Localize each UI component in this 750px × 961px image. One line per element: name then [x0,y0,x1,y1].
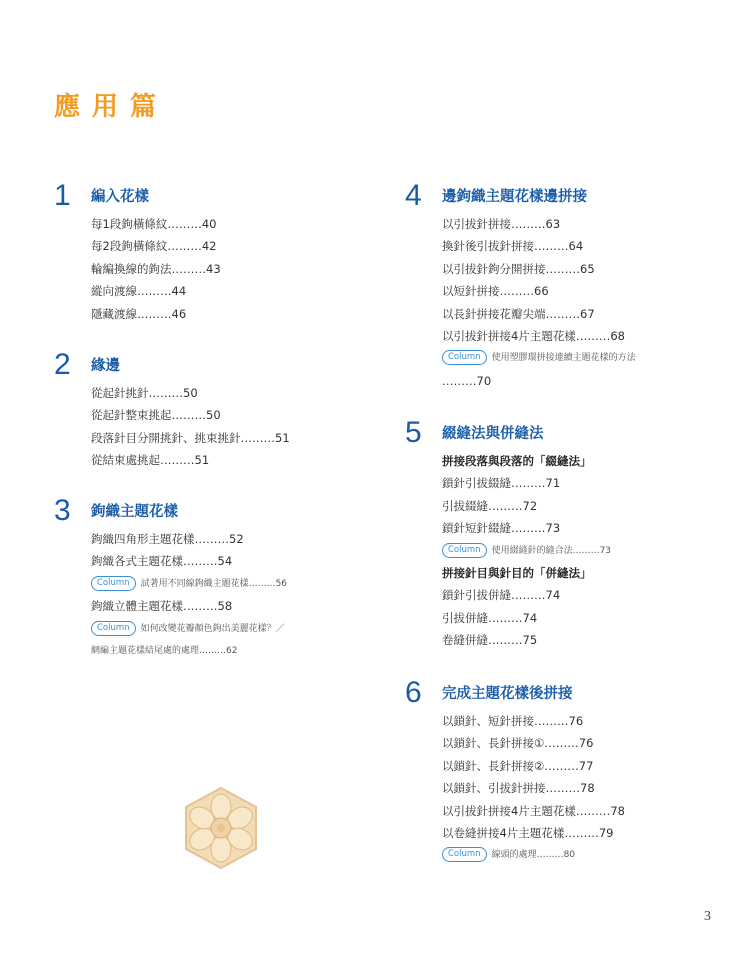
column-badge: Column [442,543,487,558]
section-entries [442,450,611,652]
section-title: 緣邊 [91,358,120,374]
toc-entry: 鉤織立體主題花樣………58 [91,599,233,614]
toc-entry: 以引拔針拼接4片主題花樣………78 [442,803,625,818]
section-number: 1 [54,179,71,212]
column-entry [91,573,287,595]
column-entry [442,540,611,562]
column-text: 使用綴縫針的縫合法………73 [491,545,612,556]
toc-entry: 以引拔針鉤分開拼接………65 [442,261,595,276]
toc-entry: 鉤織各式主題花樣………54 [91,554,233,569]
column-text: 如何改變花瓣顏色鉤出美麗花樣？／ [140,623,285,634]
section-title: 完成主題花樣後拼接 [442,686,573,702]
toc-entry: 段落針目分開挑針、挑束挑針………51 [91,430,290,445]
column-text: 使用塑膠環拼接連續主題花樣的方法 [491,353,636,364]
section-title: 邊鉤織主題花樣邊拼接 [442,189,587,205]
toc-entry: 隱藏渡線………46 [91,306,187,321]
toc-entry: 以鎖針、引拔針拼接………78 [442,781,595,796]
toc-entry: 鉤織四角形主題花樣………52 [91,532,244,546]
toc-entry: 引拔綴縫………72 [442,498,538,513]
toc-entry: 以長針拼接花瓣尖端………67 [442,306,595,321]
toc-entry: 卷縫併縫………75 [442,633,538,648]
section-number: 2 [54,348,71,381]
column-badge: Column [91,621,136,636]
toc-entry: 以卷縫拼接4片主題花樣………79 [442,825,614,840]
toc-entry: 鎖針引拔綴縫………71 [442,476,561,491]
section-number: 5 [405,416,422,449]
toc-entry: 輪編換線的鉤法………43 [91,261,221,276]
section-title: 綴縫法與併縫法 [442,426,544,442]
toc-entry: ………70 [442,373,492,388]
toc-entry: 以引拔針拼接4片主題花樣………68 [442,328,625,343]
section-number: 4 [405,179,422,212]
toc-entry: 引拔併縫………74 [442,610,538,625]
toc-entry: 以鎖針、長針拼接①………76 [442,736,594,751]
toc-entry: 以鎖針、短針拼接………76 [442,714,584,728]
section-entries [442,710,625,867]
column-badge: Column [91,576,136,591]
toc-entry: 鎖針引拔併縫………74 [442,588,561,603]
column-entry-continued: 網編主題花樣結尾處的處理………62 [91,645,238,656]
subheading: 拼接段落與段落的「綴縫法」 [442,454,592,468]
toc-entry: 換針後引拔針拼接………64 [442,239,584,254]
toc-entry: 鎖針短針綴縫………73 [442,521,561,536]
page-title: 應用篇 [54,92,169,122]
section-entries [91,528,287,662]
column-text: 試著用不同線鉤織主題花樣………56 [140,578,288,589]
toc-entry: 從起針挑針………50 [91,386,198,400]
section-number: 6 [405,676,422,709]
section-title: 編入花樣 [91,189,149,205]
page-number: 3 [704,909,711,924]
section-title: 鉤織主題花樣 [91,504,178,520]
toc-entry: 以短針拼接………66 [442,284,549,299]
section-entries [91,382,290,472]
section-entries [442,213,636,392]
toc-entry: 每1段鉤橫條紋………40 [91,217,217,231]
toc-entry: 每2段鉤橫條紋………42 [91,239,217,254]
toc-entry: 縱向渡線………44 [91,284,187,299]
column-badge: Column [442,350,487,365]
section-entries [91,213,221,325]
column-entry [91,618,287,640]
toc-entry: 以引拔針拼接………63 [442,217,561,231]
column-badge: Column [442,847,487,862]
toc-entry: 從結束處挑起………51 [91,453,210,468]
toc-entry: 以鎖針、長針拼接②………77 [442,758,594,773]
column-entry [442,347,636,369]
section-number: 3 [54,494,71,527]
column-entry [442,844,625,866]
subheading: 拼接針目與針目的「併縫法」 [442,565,592,580]
crochet-flower-motif-icon [178,785,264,871]
column-text: 線頭的處理………80 [491,850,576,861]
toc-entry: 從起針整束挑起………50 [91,408,221,423]
